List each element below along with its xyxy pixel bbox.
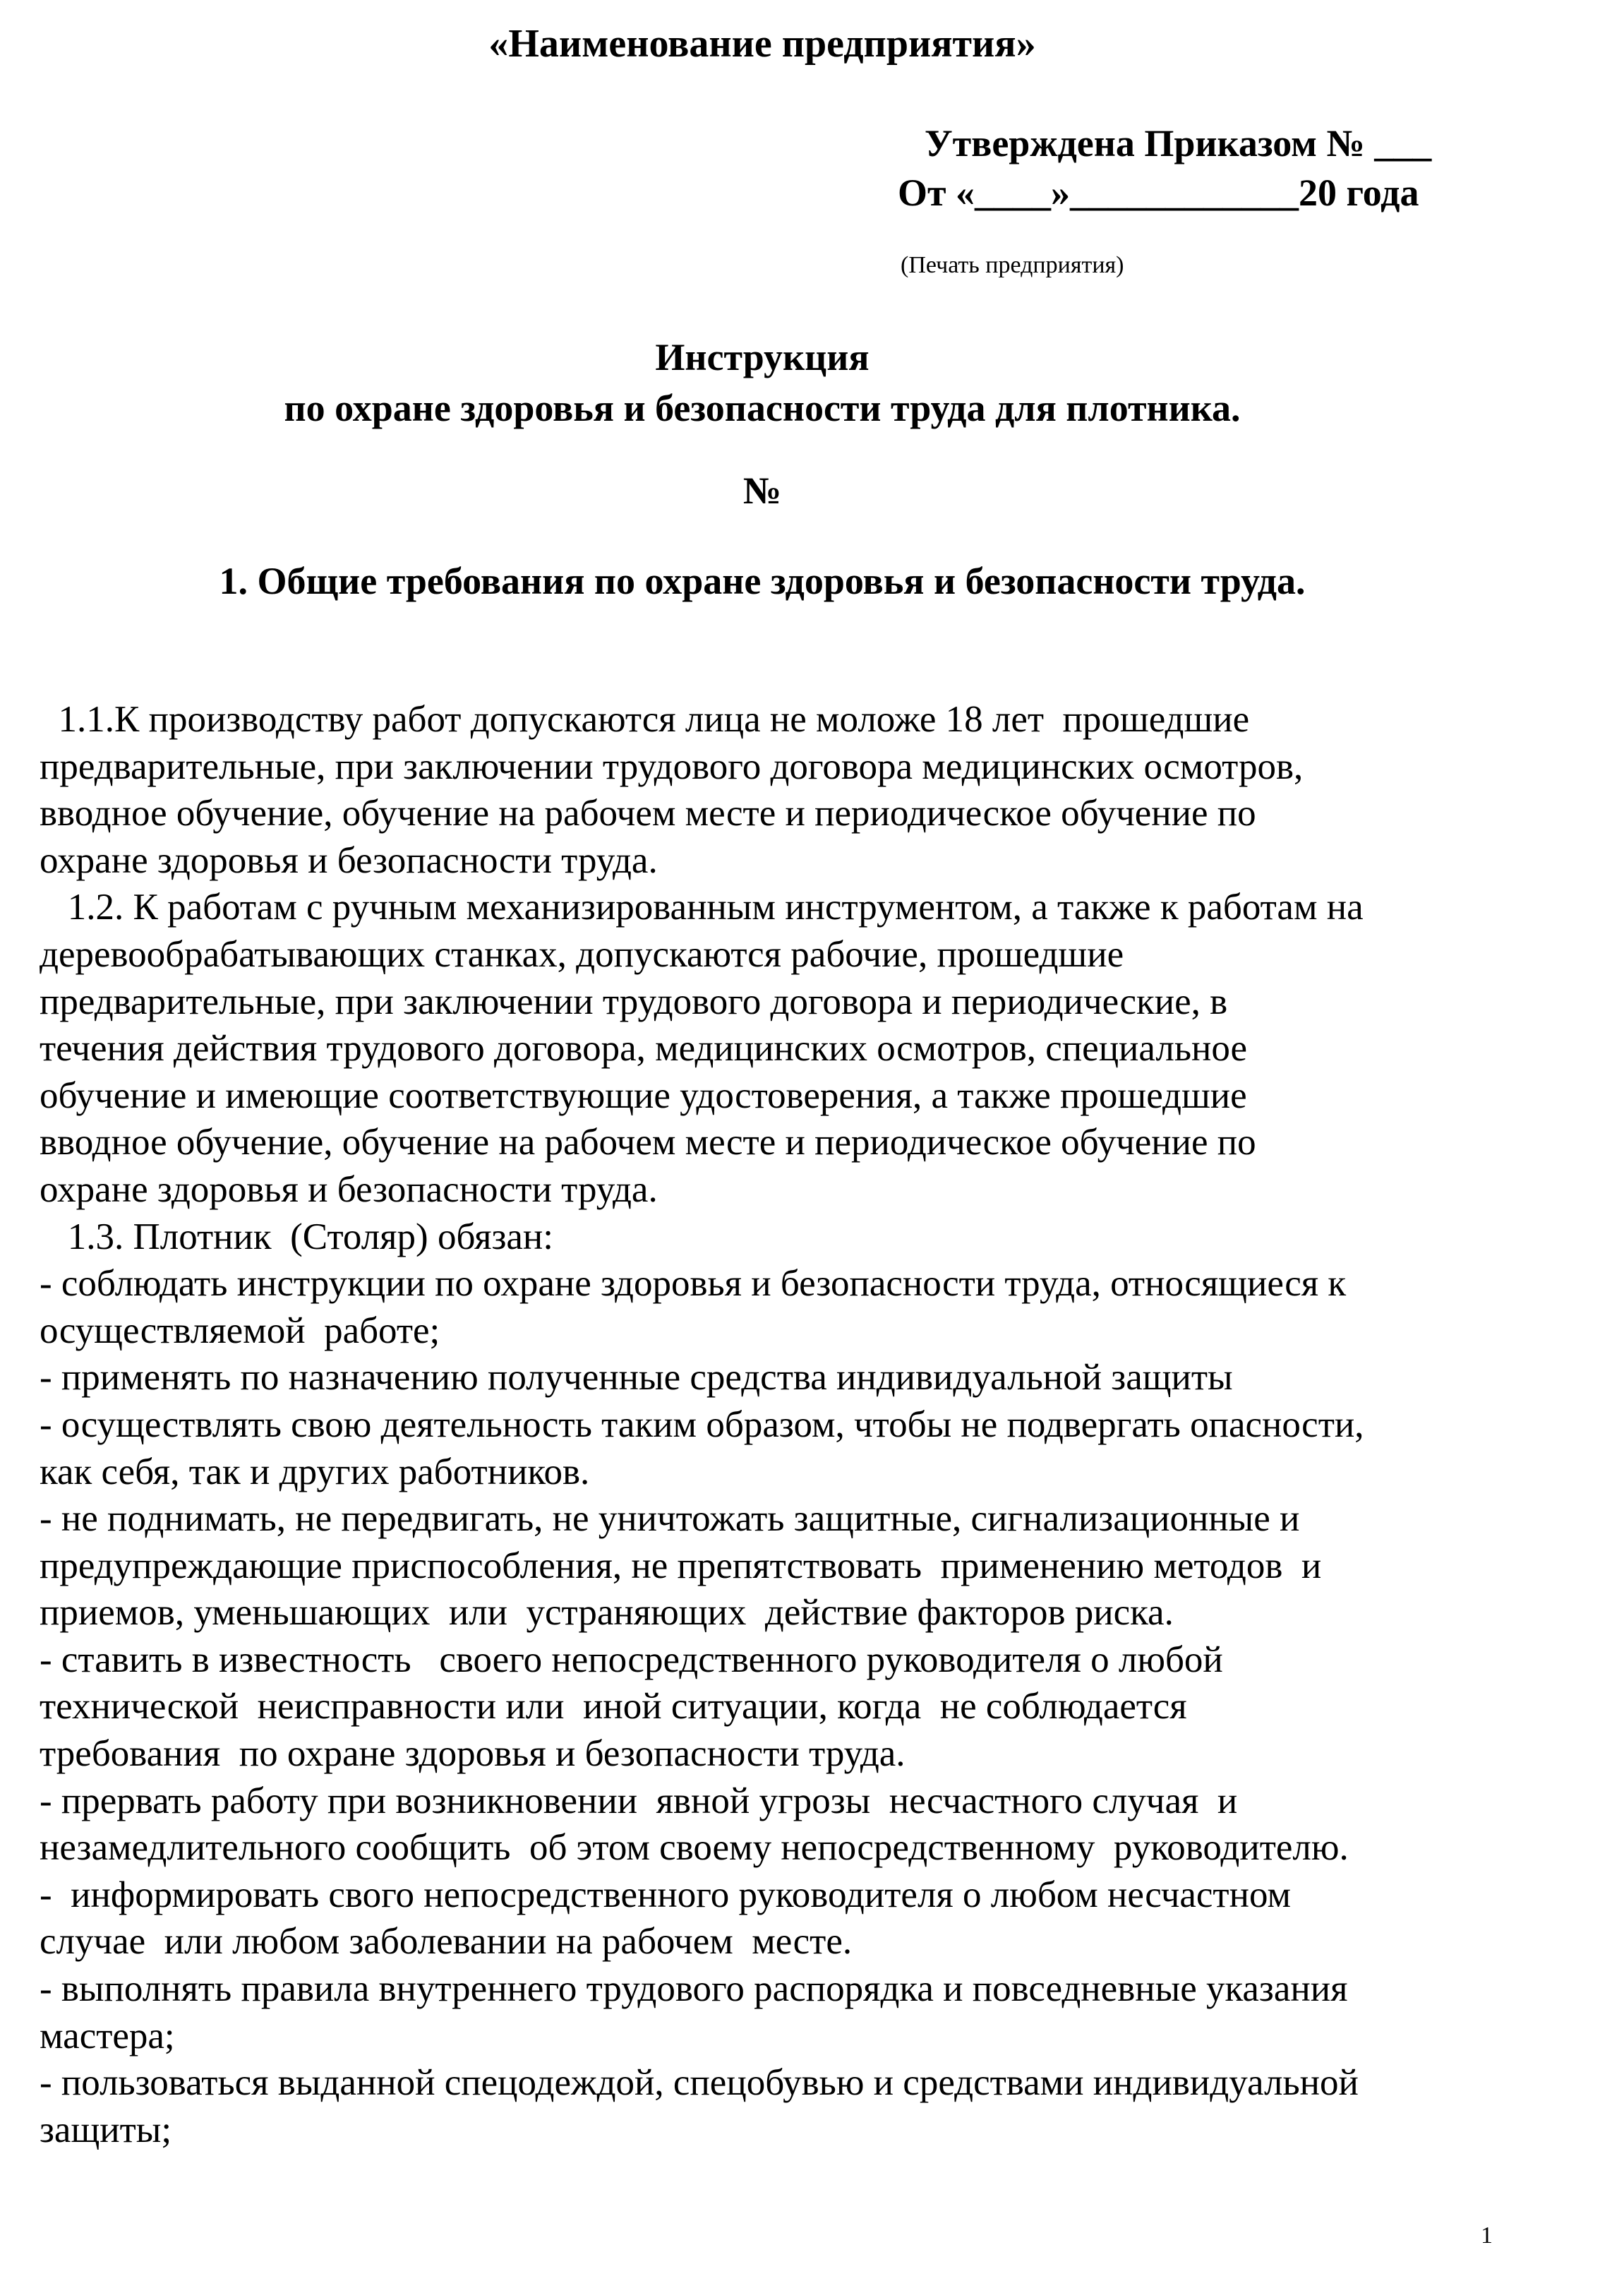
body-line: обучение и имеющие соответствующие удостоверения, а также прошедшие xyxy=(40,1074,1247,1116)
body-line: - информировать свого непосредственного руководителя о любом несчастном xyxy=(40,1874,1291,1915)
company-name: «Наименование предприятия» xyxy=(488,22,1036,66)
body-line: предупреждающие приспособления, не препятствовать применению методов и xyxy=(40,1545,1322,1586)
body-line: течения действия трудового договора, медицинских осмотров, специальное xyxy=(40,1028,1248,1070)
body-line: как себя, так и других работников. xyxy=(40,1451,590,1492)
section-body xyxy=(40,696,1564,2153)
body-line: технической неисправности или иной ситуации, когда не соблюдается xyxy=(40,1686,1187,1728)
document-title-line-2: по охране здоровья и безопасности труда для плотника. xyxy=(284,387,1241,429)
document-title-line-1: Инструкция xyxy=(655,336,870,378)
body-line: незамедлительного сообщить об этом своему непосредственному руководителю. xyxy=(40,1827,1349,1869)
document-title xyxy=(0,332,1524,433)
body-line: - не поднимать, не передвигать, не уничтожать защитные, сигнализационные и xyxy=(40,1498,1300,1540)
body-line: - ставить в известность своего непосредственного руководителя о любой xyxy=(40,1639,1223,1680)
body-line: - применять по назначению полученные средства индивидуальной защиты xyxy=(40,1357,1233,1399)
body-line: - соблюдать инструкции по охране здоровья и безопасности труда, относящиеся к xyxy=(40,1263,1347,1305)
approval-date-line: От «____»____________20 года xyxy=(898,172,1419,214)
body-line: 1.1.К производству работ допускаются лица не моложе 18 лет прошедшие xyxy=(40,699,1250,740)
seal-note: (Печать предприятия) xyxy=(901,252,1124,278)
body-line: защиты; xyxy=(40,2109,172,2150)
body-line: вводное обучение, обучение на рабочем месте и периодическое обучение по xyxy=(40,793,1256,834)
body-line: охране здоровья и безопасности труда. xyxy=(40,1168,658,1210)
approval-order-line: Утверждена Приказом № ___ xyxy=(925,122,1432,164)
body-line: охране здоровья и безопасности труда. xyxy=(40,839,658,881)
section-heading: 1. Общие требования по охране здоровья и безопасности труда. xyxy=(219,560,1306,602)
body-line: 1.3. Плотник (Столяр) обязан: xyxy=(40,1216,554,1257)
body-line: вводное обучение, обучение на рабочем месте и периодическое обучение по xyxy=(40,1122,1256,1163)
page-number: 1 xyxy=(1481,2222,1493,2249)
body-line: - выполнять правила внутреннего трудового распорядка и повседневные указания xyxy=(40,1968,1348,2010)
body-line: предварительные, при заключении трудового договора и периодические, в xyxy=(40,981,1228,1022)
body-line: мастера; xyxy=(40,2015,175,2057)
body-line: осуществляемой работе; xyxy=(40,1310,440,1351)
document-number: № xyxy=(742,469,782,512)
body-line: - осуществлять свою деятельность таким образом, чтобы не подвергать опасности, xyxy=(40,1403,1364,1445)
body-line: требования по охране здоровья и безопасности труда. xyxy=(40,1733,906,1775)
body-line: деревообрабатывающих станках, допускаются рабочие, прошедшие xyxy=(40,933,1124,975)
body-line: - пользоваться выданной спецодеждой, спецобувью и средствами индивидуальной xyxy=(40,2062,1359,2104)
body-line: 1.2. К работам с ручным механизированным инструментом, а также к работам на xyxy=(40,887,1364,928)
body-line: - прервать работу при возникновении явной угрозы несчастного случая и xyxy=(40,1780,1238,1821)
body-line: предварительные, при заключении трудового договора медицинских осмотров, xyxy=(40,746,1304,787)
body-line: приемов, уменьшающих или устраняющих действие факторов риска. xyxy=(40,1592,1174,1634)
body-line: случае или любом заболевании на рабочем месте. xyxy=(40,1921,853,1963)
